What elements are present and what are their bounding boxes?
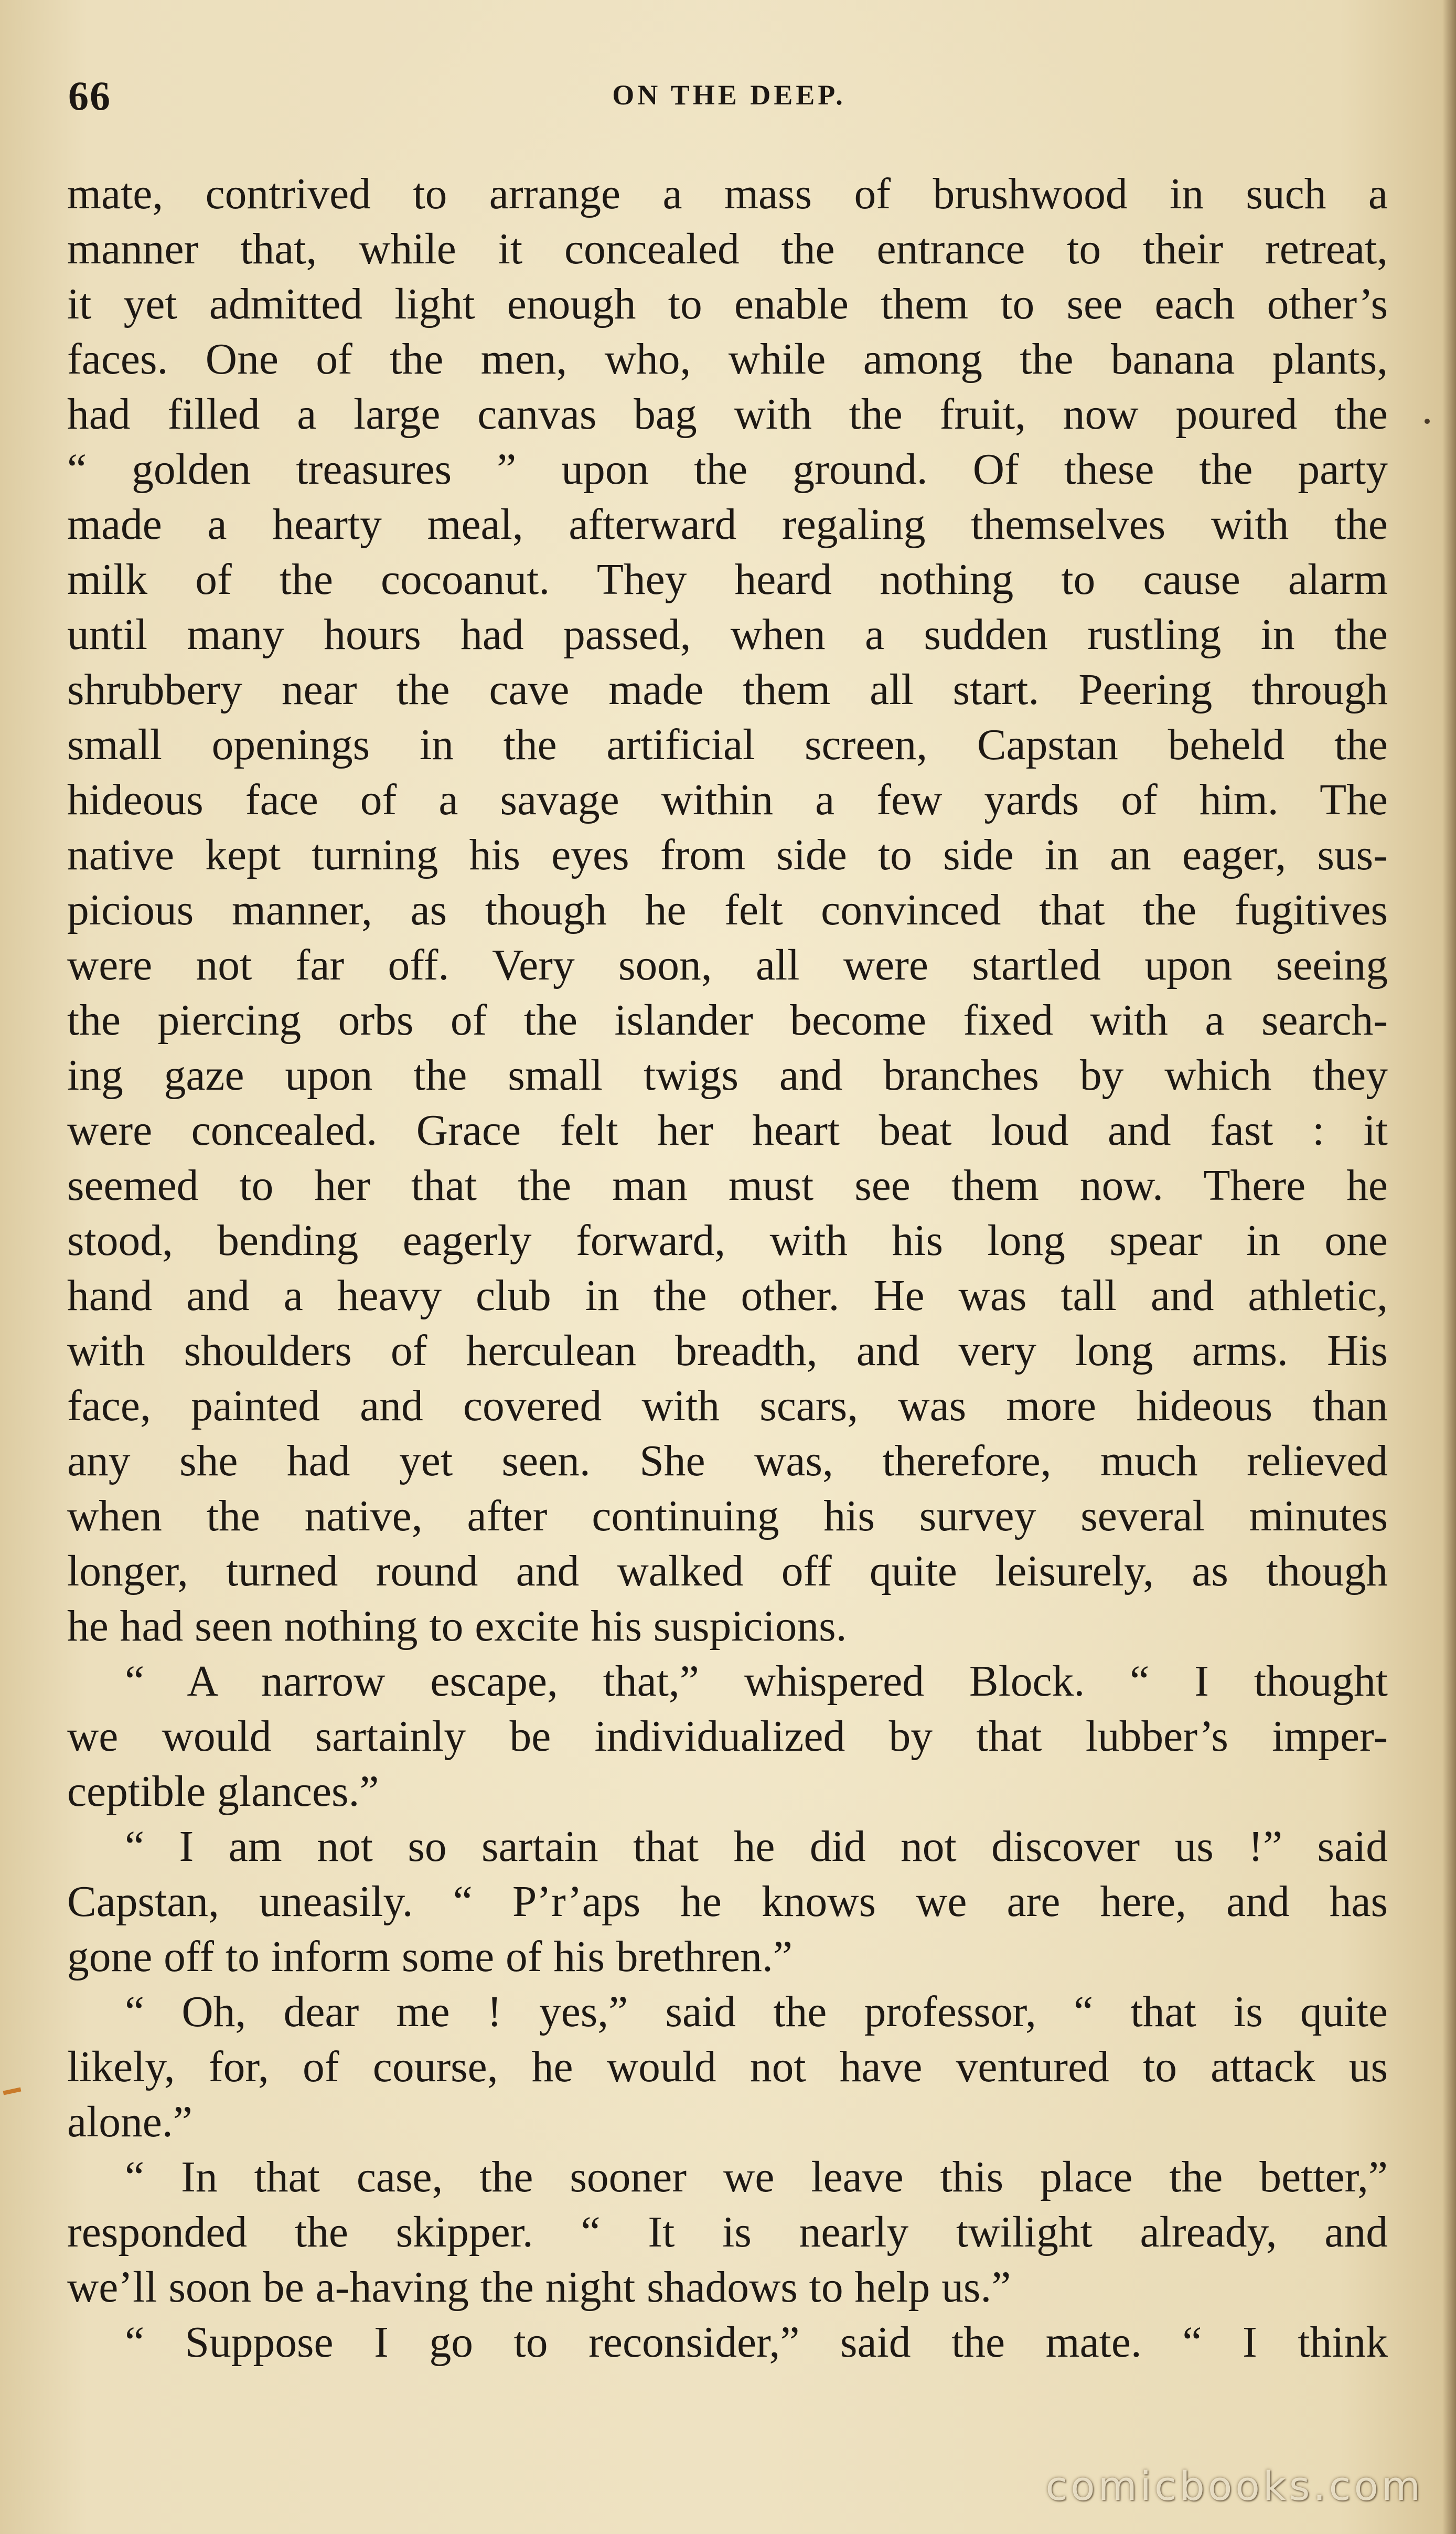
text-line: “ I am not so sartain that he did not discover us !” said [125,1823,1388,1871]
text-line: mate, contrived to arrange a mass of brushwood in such a [67,170,1388,218]
text-line: responded the skipper. “ It is nearly twilight already, and [67,2208,1388,2256]
text-line: alone.” [67,2098,192,2146]
text-line: we’ll soon be a-having the night shadows to help us.” [67,2263,1011,2312]
text-line: longer, turned round and walked off quite leisurely, as though [67,1547,1388,1595]
text-line: “ Oh, dear me ! yes,” said the professor, “ that is quite [125,1988,1388,2036]
text-line: manner that, while it concealed the entrance to their retreat, [67,225,1388,273]
text-line: made a hearty meal, afterward regaling themselves with the [67,501,1388,549]
text-line: milk of the cocoanut. They heard nothing to cause alarm [67,556,1388,604]
text-line: likely, for, of course, he would not have ventured to attack us [67,2043,1388,2091]
ink-speck [1425,419,1430,424]
text-line: it yet admitted light enough to enable them to see each other’s [67,280,1388,328]
text-line: face, painted and covered with scars, was more hideous than [67,1382,1388,1430]
text-line: picious manner, as though he felt convinced that the fugitives [67,886,1388,934]
text-line: stood, bending eagerly forward, with his long spear in one [67,1217,1388,1265]
watermark: comicbooks.com [1045,2463,1423,2509]
page-edge-shadow [1442,0,1456,2534]
text-line: gone off to inform some of his brethren.” [67,1933,793,1981]
running-head: ON THE DEEP. [612,79,846,111]
text-line: “ A narrow escape, that,” whispered Block. “ I thought [125,1657,1388,1706]
text-line: had filled a large canvas bag with the fruit, now poured the [67,390,1388,439]
text-line: any she had yet seen. She was, therefore, much relieved [67,1437,1388,1485]
text-line: ceptible glances.” [67,1768,379,1816]
text-line: hand and a heavy club in the other. He was tall and athletic, [67,1272,1388,1320]
text-line: until many hours had passed, when a sudden rustling in the [67,611,1388,659]
page-header [68,72,1390,120]
text-line: hideous face of a savage within a few yards of him. The [67,776,1388,824]
text-line: small openings in the artificial screen, Capstan beheld the [67,721,1388,769]
text-line: “ golden treasures ” upon the ground. Of these the party [67,445,1388,494]
text-line: were concealed. Grace felt her heart beat loud and fast : it [67,1106,1388,1155]
text-line: “ In that case, the sooner we leave this place the better,” [125,2153,1388,2201]
text-line: ing gaze upon the small twigs and branches by which they [67,1051,1388,1100]
text-line: native kept turning his eyes from side to side in an eager, sus- [67,831,1388,879]
text-line: were not far off. Very soon, all were startled upon seeing [67,941,1388,989]
text-line: we would sartainly be individualized by that lubber’s imper- [67,1712,1388,1761]
margin-mark [3,2088,22,2095]
page-number: 66 [68,73,111,119]
text-line: seemed to her that the man must see them now. There he [67,1162,1388,1210]
text-line: he had seen nothing to excite his suspicions. [67,1602,847,1651]
text-line: faces. One of the men, who, while among the banana plants, [67,335,1388,384]
text-line: “ Suppose I go to reconsider,” said the mate. “ I think [125,2318,1388,2367]
text-line: shrubbery near the cave made them all start. Peering through [67,666,1388,714]
text-line: with shoulders of herculean breadth, and very long arms. His [67,1327,1388,1375]
text-line: the piercing orbs of the islander become fixed with a search- [67,996,1388,1045]
body-text [67,167,1388,2370]
text-line: Capstan, uneasily. “ P’r’aps he knows we are here, and has [67,1878,1388,1926]
text-line: when the native, after continuing his survey several minutes [67,1492,1388,1540]
